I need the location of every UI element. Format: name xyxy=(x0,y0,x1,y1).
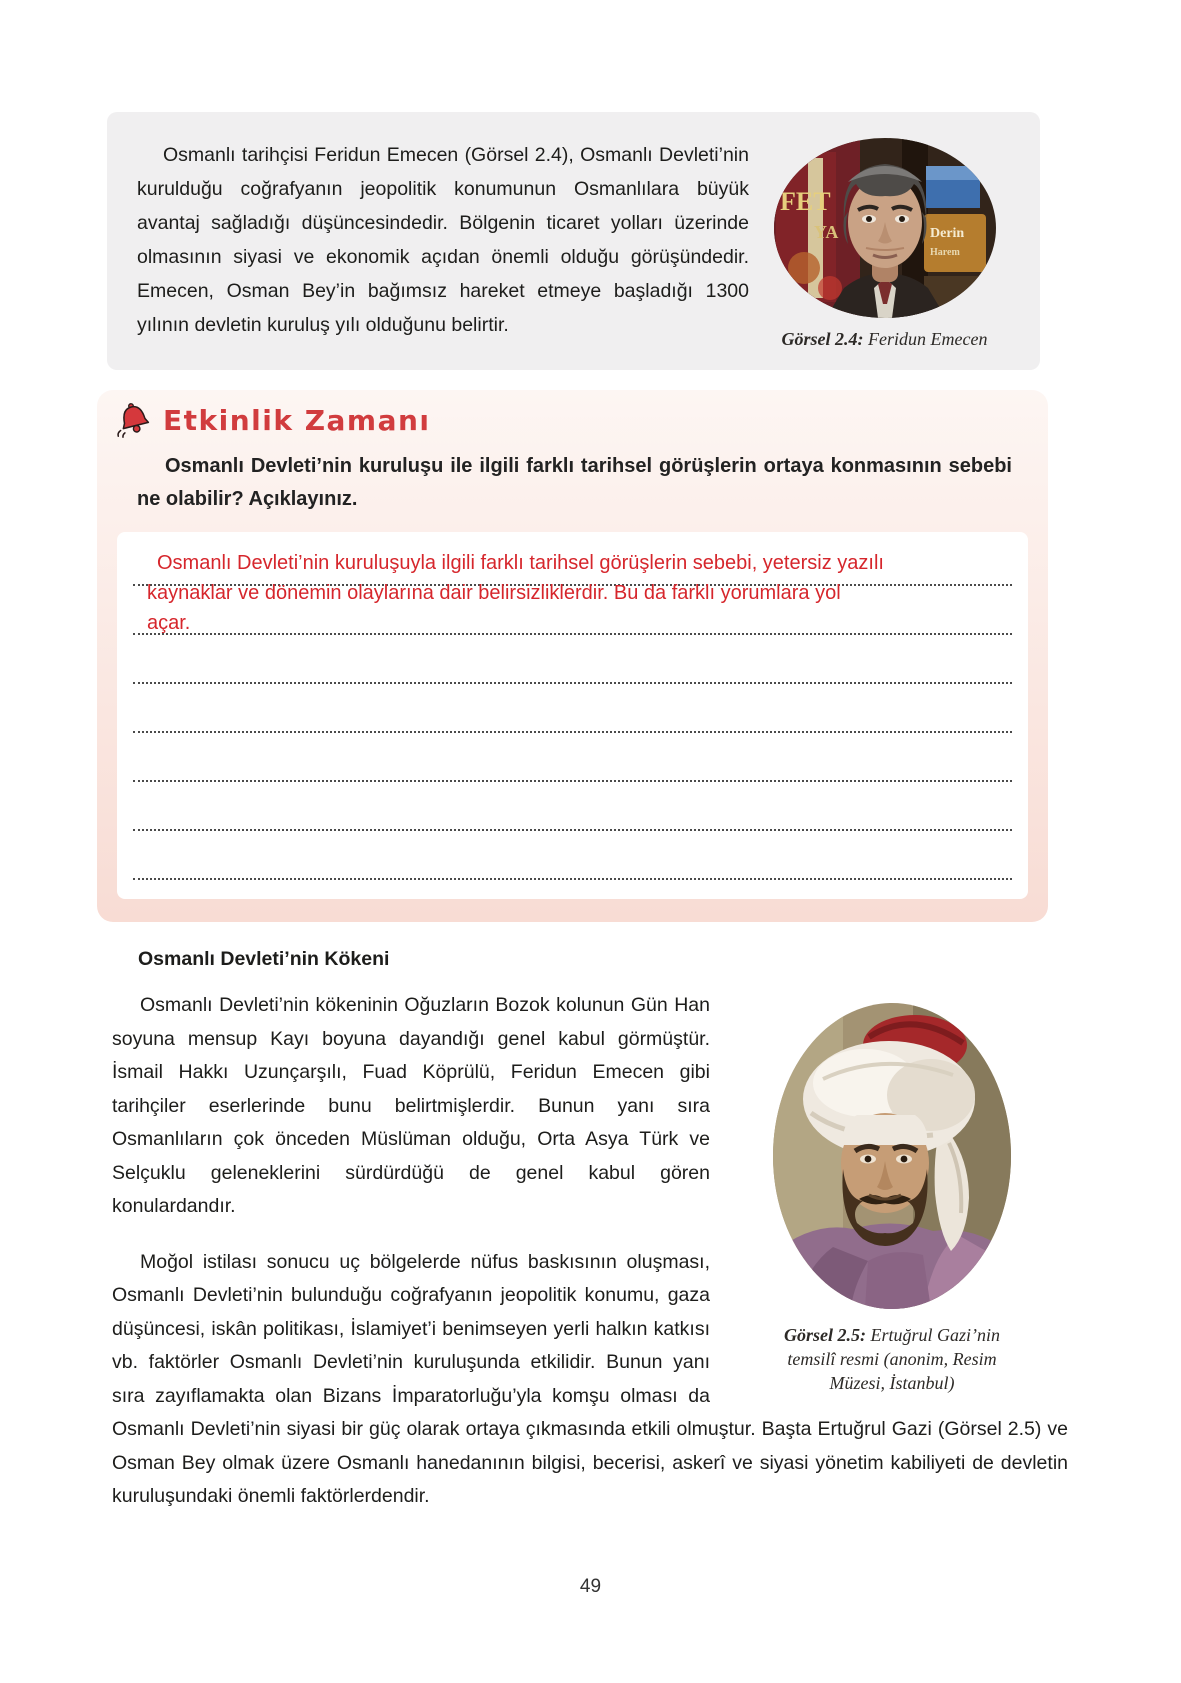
ertugrul-gazi-portrait xyxy=(773,1003,1011,1309)
answer-line: kaynaklar ve dönemin olaylarına dair belirsizliklerdir. Bu da farklı yorumlara yol xyxy=(147,582,841,604)
figure-caption-text: Ertuğrul Gazi’nin temsilî resmi (anonim, Resim Müzesi, İstanbul) xyxy=(787,1325,1000,1393)
figure-gorsel-2-5 xyxy=(716,989,1068,1408)
intro-paragraph: Osmanlı tarihçisi Feridun Emecen (Görsel 2.4), Osmanlı Devleti’nin kurulduğu coğrafyanın jeopolitik konumunun Osmanlılara büyük avantaj sağladığı düşüncesindedir. Bölgenin ticaret yolları üzerinde olmasının siyasi ve ekonomik açıdan önemli olduğu görüşündedir. Emecen, Osman Bey’in bağımsız hareket etmeye başladığı 1300 yılının devletin kuruluş yılı olduğunu belirtir. xyxy=(137,144,749,336)
section-heading: Osmanlı Devleti’nin Kökeni xyxy=(138,948,390,970)
activity-title: Etkinlik Zamanı xyxy=(163,403,431,437)
figure-caption-label: Görsel 2.4: xyxy=(781,329,864,349)
bell-icon xyxy=(113,399,155,441)
figure-caption-gorsel-2-5 xyxy=(761,1323,1023,1395)
activity-question: Osmanlı Devleti’nin kuruluşu ile ilgili farklı tarihsel görüşlerin ortaya konmasının sebebi ne olabilir? Açıklayınız. xyxy=(137,455,1012,510)
intro-box xyxy=(107,112,1040,370)
answer-ruled-line xyxy=(133,780,1012,782)
answer-line: açar. xyxy=(147,612,191,634)
answer-ruled-line xyxy=(133,829,1012,831)
svg-text:Harem: Harem xyxy=(929,247,960,258)
svg-text:Derin: Derin xyxy=(929,226,964,241)
ertugrul-gazi-portrait-art xyxy=(773,1003,1011,1309)
answer-line: Osmanlı Devleti’nin kuruluşuyla ilgili farklı tarihsel görüşlerin sebebi, yetersiz yazılı xyxy=(157,552,884,574)
feridun-emecen-photo xyxy=(774,138,996,318)
svg-text:FET: FET xyxy=(779,187,831,216)
handwritten-answer xyxy=(147,548,884,638)
answer-ruled-line xyxy=(133,878,1012,880)
figure-gorsel-2-4 xyxy=(749,138,1020,358)
body-paragraph-2: Moğol istilası sonucu uç bölgelerde nüfus baskısının oluşması, Osmanlı Devleti’nin bulunduğu coğrafyanın jeopolitik konumu, gaza düşüncesi, iskân politikası, İslamiyet’i benimseyen yerli halkın katkısı vb. faktörler Osmanlı Devleti’nin kuruluşunda etkilidir. Bunun yanı sıra zayıflamakta olan Bizans İmparatorluğu’yla komşu olması da Osmanlı Devleti’nin siyasi bir güç olarak ortaya çıkmasında etkili olmuştur. Başta Ertuğrul Gazi (Görsel 2.5) ve Osman Bey olmak üzere Osmanlı hanedanının bilgisi, becerisi, askerî ve siyasi yönetim kabiliyeti de devletin kuruluşundaki önemli faktörlerdendir. xyxy=(112,1250,1068,1507)
figure-caption-text: Feridun Emecen xyxy=(863,329,988,349)
page-number: 49 xyxy=(579,1576,602,1597)
activity-section xyxy=(97,390,1048,922)
svg-text:YA: YA xyxy=(813,222,838,242)
answer-ruled-line xyxy=(133,731,1012,733)
answer-box xyxy=(117,532,1028,899)
body-paragraph-1: Osmanlı Devleti’nin kökeninin Oğuzların Bozok kolunun Gün Han soyuna mensup Kayı boyuna dayandığı genel kabul görmüştür. İsmail Hakkı Uzunçarşılı, Fuad Köprülü, Feridun Emecen gibi tarihçiler eserlerinde bunu belirtmişlerdir. Bunun yanı sıra Osmanlıların çok önceden Müslüman olduğu, Orta Asya Türk ve Selçuklu geleneklerini sürdürdüğü de genel kabul gören konulardandır. xyxy=(112,994,710,1217)
activity-header xyxy=(113,398,1048,442)
feridun-emecen-photo-art xyxy=(774,138,996,318)
answer-ruled-line xyxy=(133,682,1012,684)
main-content xyxy=(112,948,1068,1536)
figure-caption-label: Görsel 2.5: xyxy=(783,1325,866,1345)
figure-caption-gorsel-2-4 xyxy=(770,328,1000,351)
